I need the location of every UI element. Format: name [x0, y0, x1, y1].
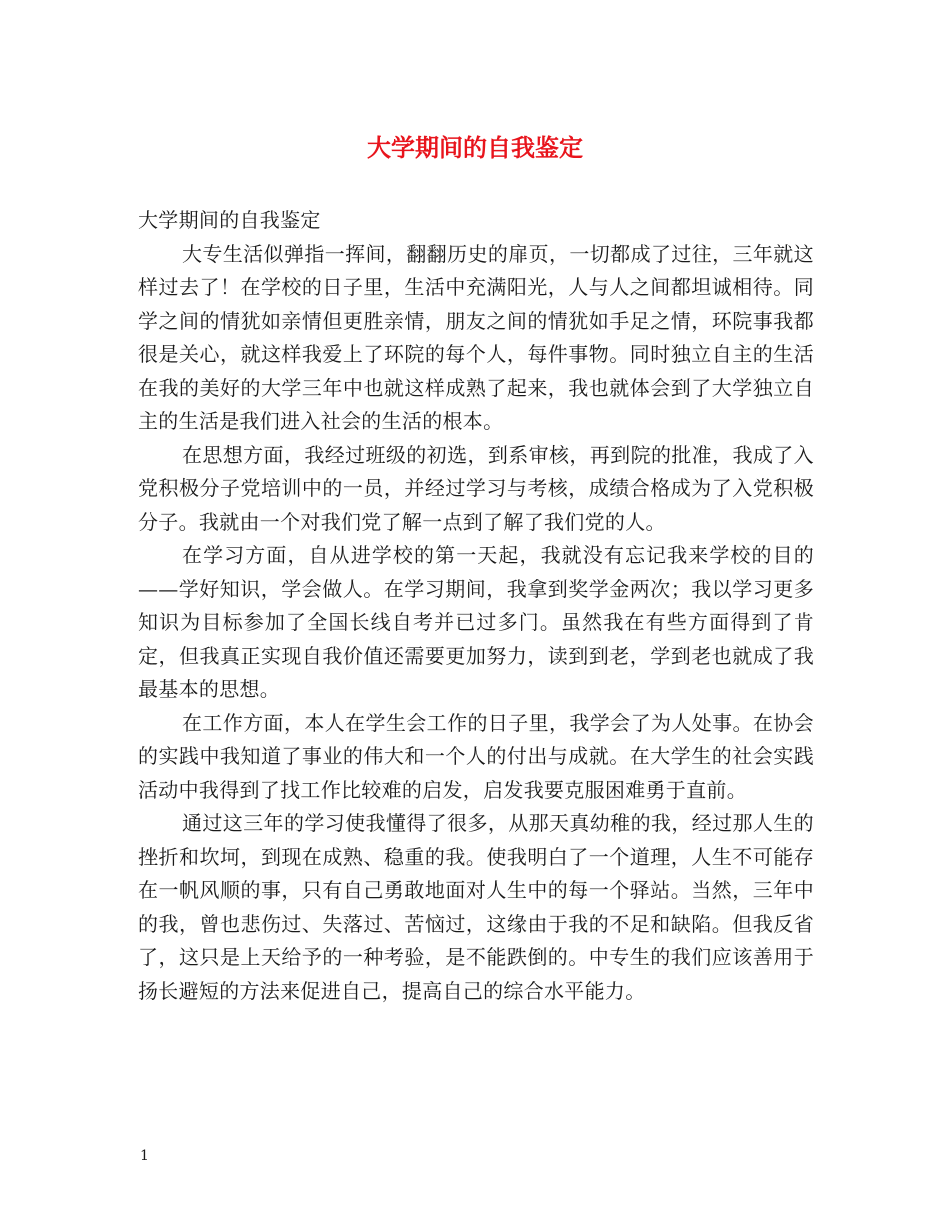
- document-subtitle: 大学期间的自我鉴定: [138, 208, 321, 232]
- paragraph-intro: 大专生活似弹指一挥间，翻翻历史的扉页，一切都成了过往，三年就这样过去了！在学校的日子里，生活中充满阳光，人与人之间都坦诚相待。同学之间的情犹如亲情但更胜亲情，朋友之间的情犹如手足之情，环院事我都很是关心，就这样我爱上了环院的每个人，每件事物。同时独立自主的生活在我的美好的大学三年中也就这样成熟了起来，我也就体会到了大学独立自主的生活是我们进入社会的生活的根本。: [138, 241, 814, 433]
- document-body: [138, 204, 814, 1008]
- paragraph-summary: 通过这三年的学习使我懂得了很多，从那天真幼稚的我，经过那人生的挫折和坎坷，到现在成熟、稳重的我。使我明白了一个道理，人生不可能存在一帆风顺的事，只有自己勇敢地面对人生中的每一个驿站。当然，三年中的我，曾也悲伤过、失落过、苦恼过，这缘由于我的不足和缺陷。但我反省了，这只是上天给予的一种考验，是不能跌倒的。中专生的我们应该善用于扬长避短的方法来促进自己，提高自己的综合水平能力。: [138, 811, 814, 1003]
- paragraph-thought: 在思想方面，我经过班级的初选，到系审核，再到院的批准，我成了入党积极分子党培训中的一员，并经过学习与考核，成绩合格成为了入党积极分子。我就由一个对我们党了解一点到了解了我们党的人。: [138, 442, 814, 534]
- page-number: 1: [140, 1148, 149, 1164]
- paragraph-study: 在学习方面，自从进学校的第一天起，我就没有忘记我来学校的目的——学好知识，学会做人。在学习期间，我拿到奖学金两次；我以学习更多知识为目标参加了全国长线自考并已过多门。虽然我在有些方面得到了肯定，但我真正实现自我价值还需要更加努力，读到到老，学到老也就成了我最基本的思想。: [138, 543, 814, 701]
- paragraph-work: 在工作方面，本人在学生会工作的日子里，我学会了为人处事。在协会的实践中我知道了事业的伟大和一个人的付出与成就。在大学生的社会实践活动中我得到了找工作比较难的启发，启发我要克服困难勇于直前。: [138, 710, 814, 802]
- document-title: 大学期间的自我鉴定: [367, 133, 583, 162]
